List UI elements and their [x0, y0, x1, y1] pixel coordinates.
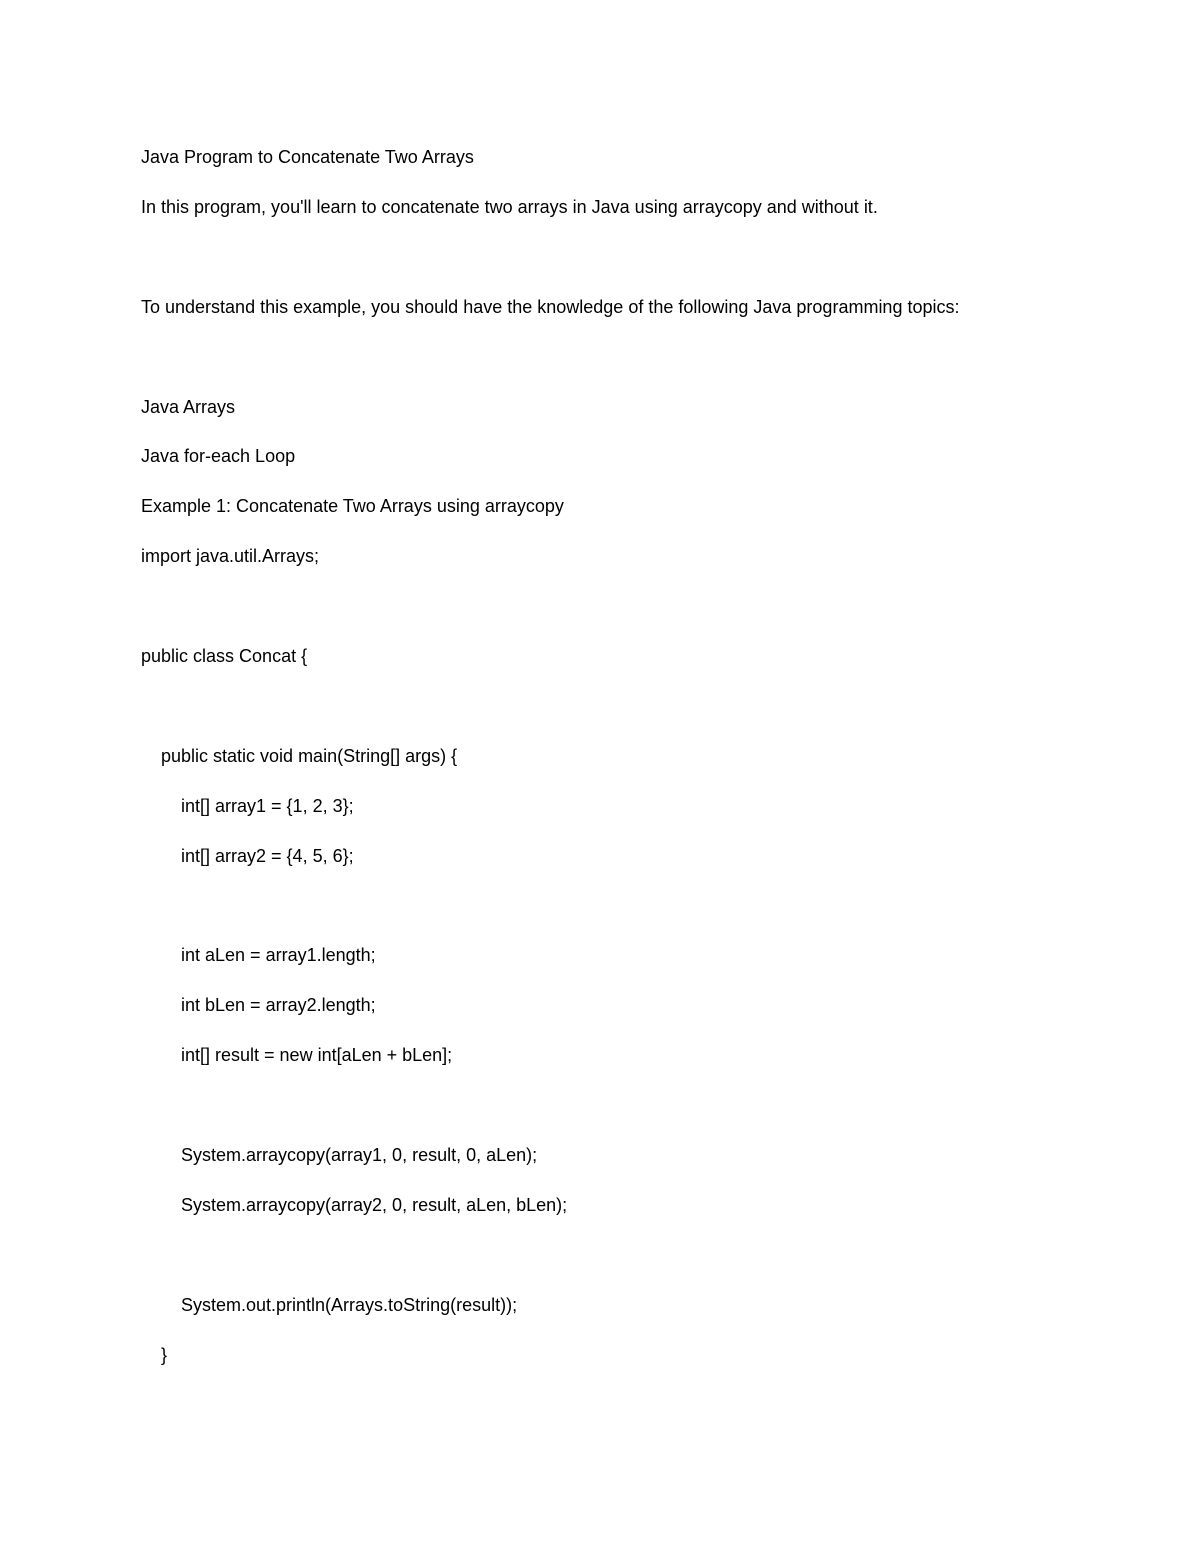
prerequisite-paragraph: To understand this example, you should have the knowledge of the following Java programming topics: [141, 297, 960, 317]
code-result-declaration: int[] result = new int[aLen + bLen]; [181, 1045, 453, 1065]
code-print-statement: System.out.println(Arrays.toString(result)); [181, 1295, 518, 1315]
code-array2-declaration: int[] array2 = {4, 5, 6}; [181, 846, 354, 866]
code-alen-declaration: int aLen = array1.length; [181, 945, 376, 965]
intro-paragraph: In this program, you'll learn to concatenate two arrays in Java using arraycopy and without it. [141, 197, 878, 217]
code-blen-declaration: int bLen = array2.length; [181, 995, 376, 1015]
code-main-declaration: public static void main(String[] args) { [161, 746, 458, 766]
code-class-declaration: public class Concat { [141, 646, 308, 666]
example-heading: Example 1: Concatenate Two Arrays using arraycopy [141, 496, 564, 516]
code-arraycopy-second: System.arraycopy(array2, 0, result, aLen, bLen); [181, 1195, 568, 1215]
topic-item-java-for-each-loop: Java for-each Loop [141, 446, 296, 466]
topic-item-java-arrays: Java Arrays [141, 397, 236, 417]
document-title: Java Program to Concatenate Two Arrays [141, 147, 474, 167]
code-import-line: import java.util.Arrays; [141, 546, 320, 566]
code-array1-declaration: int[] array1 = {1, 2, 3}; [181, 796, 354, 816]
code-main-closing-brace: } [161, 1345, 168, 1365]
code-arraycopy-first: System.arraycopy(array1, 0, result, 0, aLen); [181, 1145, 538, 1165]
